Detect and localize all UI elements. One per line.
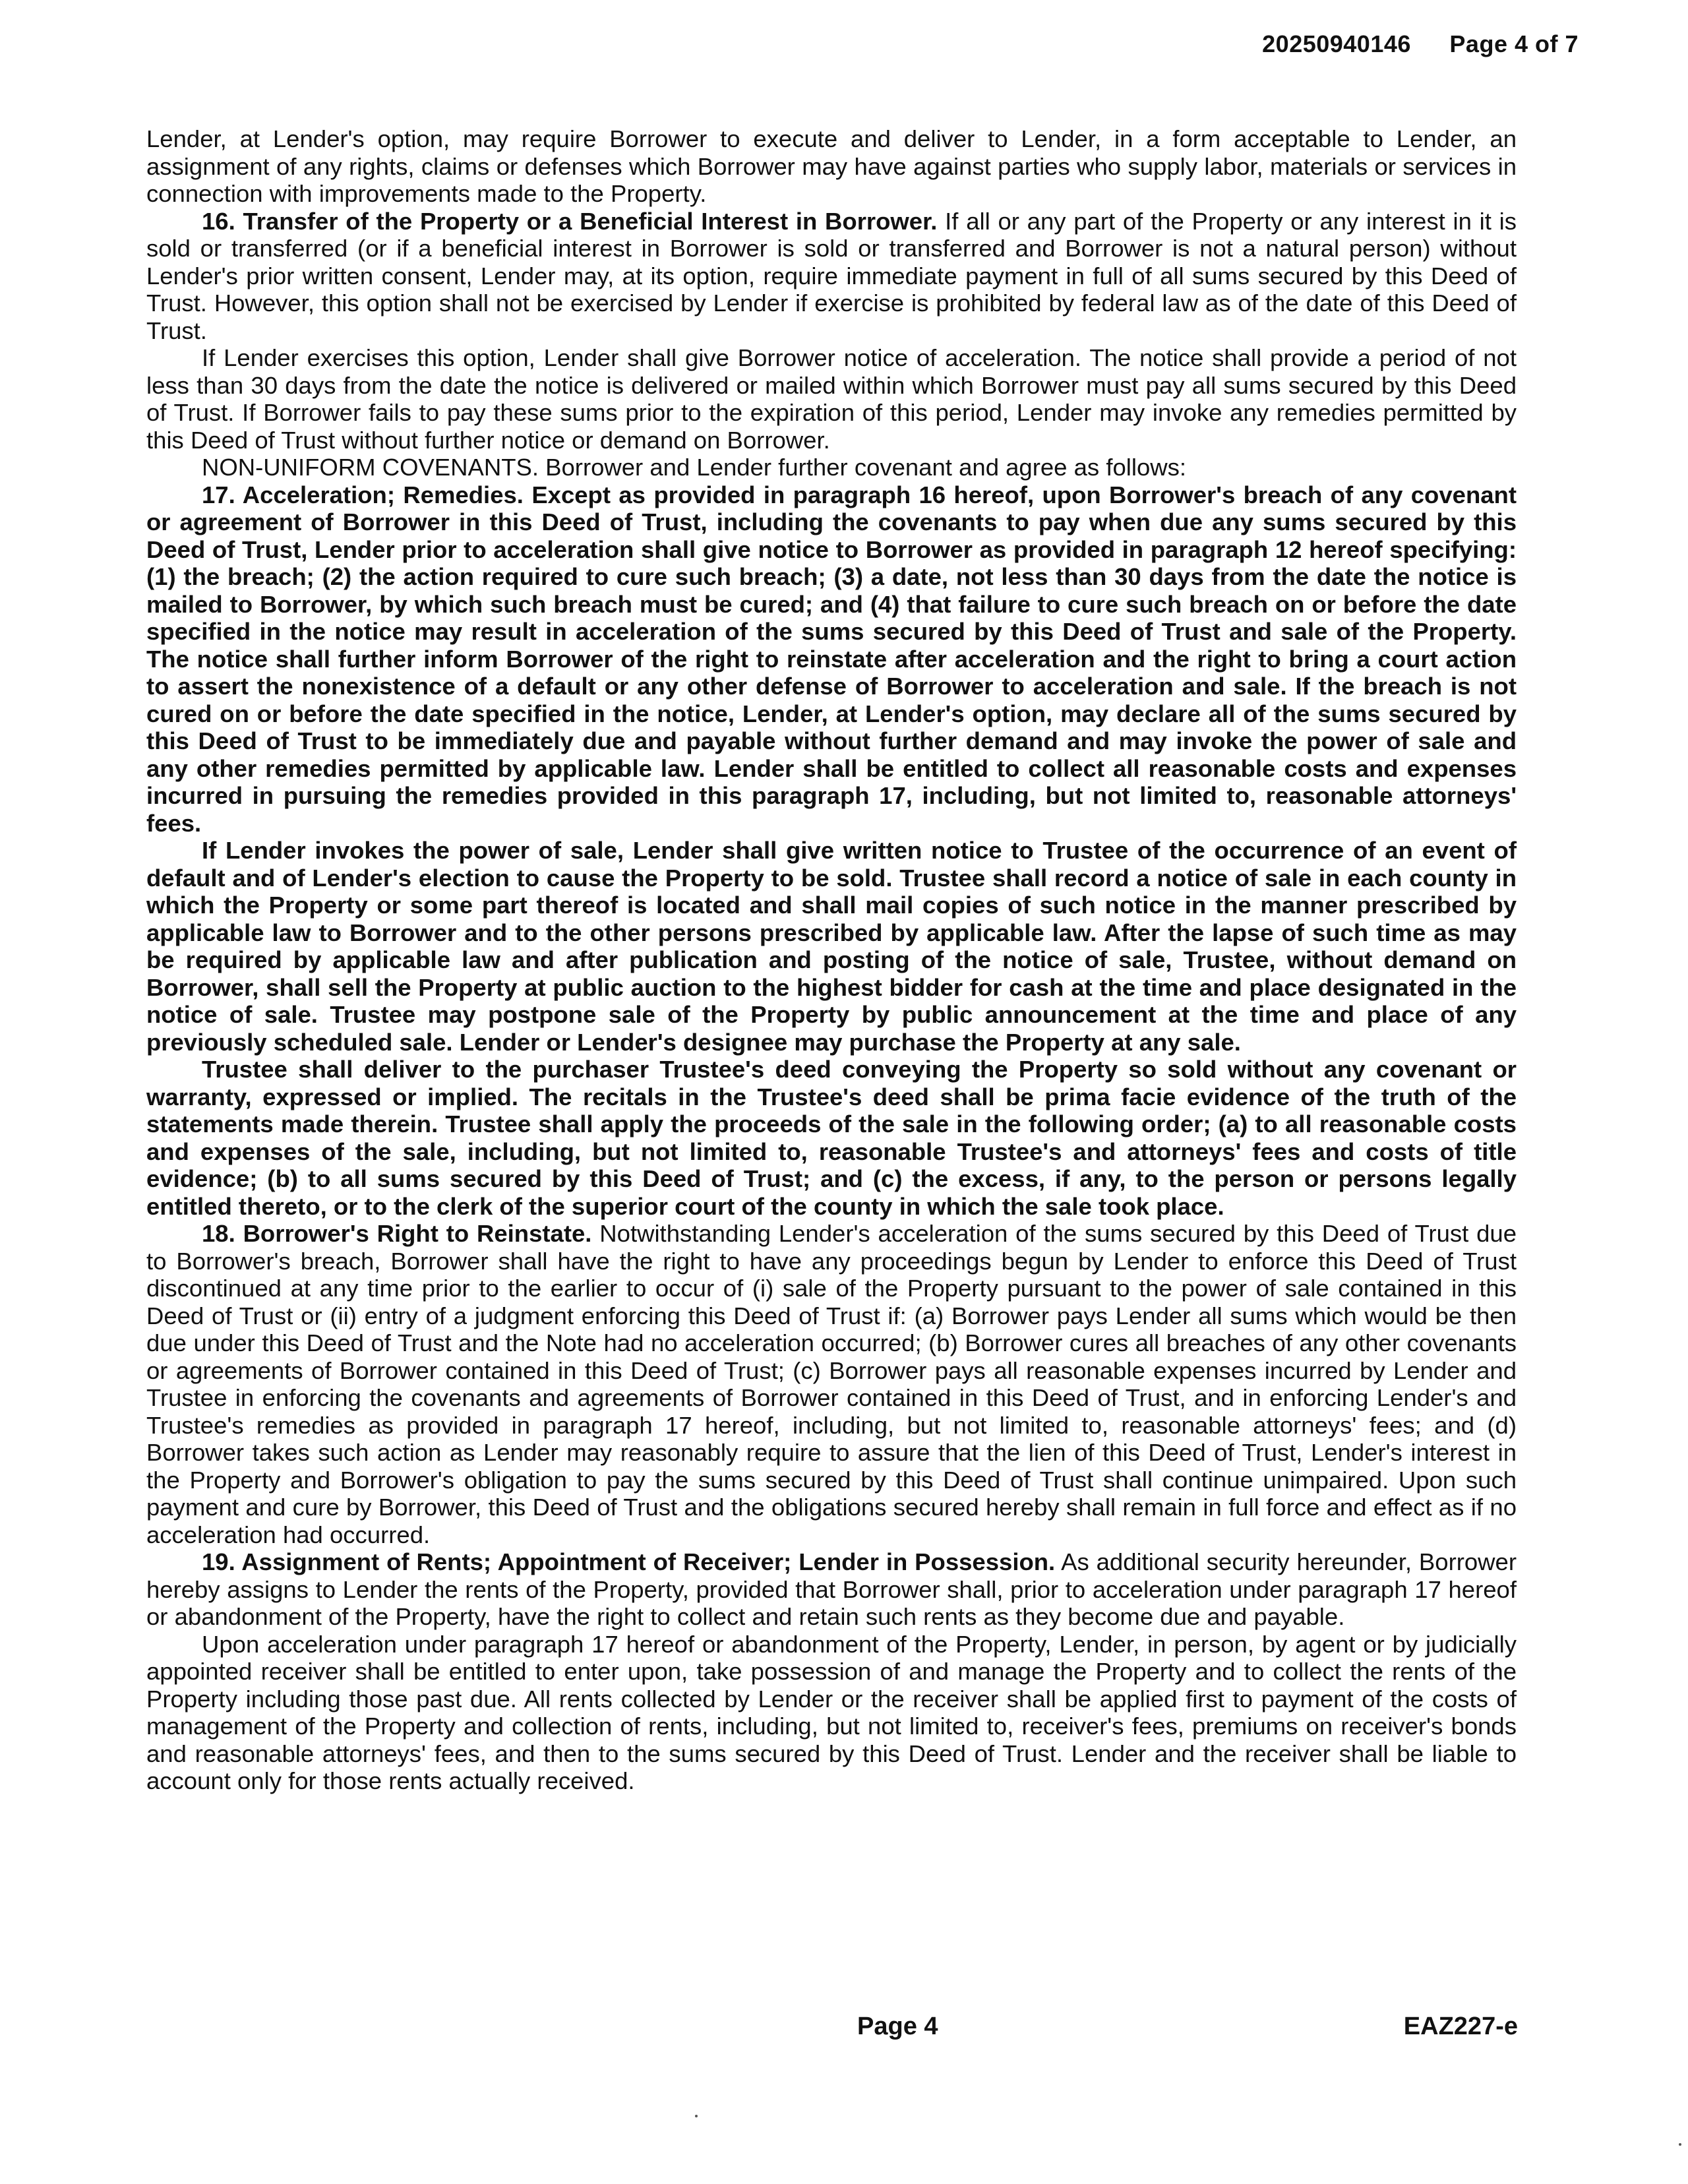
section-16-heading: 16. Transfer of the Property or a Beneficial Interest in Borrower. <box>202 207 938 235</box>
section-17 <box>146 481 1517 837</box>
section-17-text: Except as provided in paragraph 16 hereof, upon Borrower's breach of any covenant or agreement of Borrower in this Deed of Trust, including the covenants to pay when due any sums secured by this Deed of Trust, Lender prior to acceleration shall give notice to Borrower as provided in paragraph 12 hereof specifying: (1) the breach; (2) the action required to cure such breach; (3) a date, not less than 30 days from the date the notice is mailed to Borrower, by which such breach must be cured; and (4) that failure to cure such breach on or before the date specified in the notice may result in acceleration of the sums secured by this Deed of Trust and sale of the Property. The notice shall further inform Borrower of the right to reinstate after acceleration and the right to bring a court action to assert the nonexistence of a default or any other defense of Borrower to acceleration and sale. If the breach is not cured on or before the date specified in the notice, Lender, at Lender's option, may declare all of the sums secured by this Deed of Trust to be immediately due and payable without further demand and may invoke the power of sale and any other remedies permitted by applicable law. Lender shall be entitled to collect all reasonable costs and expenses incurred in pursuing the remedies provided in this paragraph 17, including, but not limited to, reasonable attorneys' fees. <box>146 481 1517 837</box>
section-18 <box>146 1220 1517 1548</box>
paragraph-trustee-deed: Trustee shall deliver to the purchaser Trustee's deed conveying the Property so sold without any covenant or warranty, expressed or implied. The recitals in the Trustee's deed shall be prima facie evidence of the truth of the statements made therein. Trustee shall apply the proceeds of the sale in the following order; (a) to all reasonable costs and expenses of the sale, including, but not limited to, reasonable Trustee's and attorneys' fees and costs of title evidence; (b) to all sums secured by this Deed of Trust; and (c) the excess, if any, to the person or persons legally entitled thereto, or to the clerk of the superior court of the county in which the sale took place. <box>146 1056 1517 1220</box>
paragraph-lender-option: Lender, at Lender's option, may require Borrower to execute and deliver to Lender, in a form acceptable to Lender, an assignment of any rights, claims or defenses which Borrower may have against parties who supply labor, materials or services in connection with improvements made to the Property. <box>146 125 1517 207</box>
document-number: 20250940146 <box>1262 30 1411 57</box>
page-header <box>1262 30 1579 58</box>
section-19-text: As additional security hereunder, Borrower hereby assigns to Lender the rents of the Property, provided that Borrower shall, prior to acceleration under paragraph 17 hereof or abandonment of the Property, have the right to collect and retain such rents as they become due and payable. <box>146 1548 1517 1630</box>
section-18-heading: 18. Borrower's Right to Reinstate. <box>202 1220 592 1247</box>
paragraph-acceleration-notice: If Lender exercises this option, Lender shall give Borrower notice of acceleration. The notice shall provide a period of not less than 30 days from the date the notice is delivered or mailed within which Borrower must pay all sums secured by this Deed of Trust. If Borrower fails to pay these sums prior to the expiration of this period, Lender may invoke any remedies permitted by this Deed of Trust without further notice or demand on Borrower. <box>146 344 1517 454</box>
footer-page-number: Page 4 <box>857 2013 938 2040</box>
paragraph-upon-acceleration: Upon acceleration under paragraph 17 hereof or abandonment of the Property, Lender, in person, by agent or by judicially appointed receiver shall be entitled to enter upon, take possession of and manage the Property and to collect the rents of the Property including those past due. All rents collected by Lender or the receiver shall be applied first to payment of the costs of management of the Property and collection of rents, including, but not limited to, receiver's fees, premiums on receiver's bonds and reasonable attorneys' fees, and then to the sums secured by this Deed of Trust. Lender and the receiver shall be liable to account only for those rents actually received. <box>146 1630 1517 1794</box>
scan-speck <box>695 2115 698 2117</box>
section-19 <box>146 1548 1517 1631</box>
paragraph-non-uniform-covenants: NON-UNIFORM COVENANTS. Borrower and Lender further covenant and agree as follows: <box>202 454 1187 481</box>
section-19-heading: 19. Assignment of Rents; Appointment of Receiver; Lender in Possession. <box>202 1548 1056 1575</box>
section-17-heading: 17. Acceleration; Remedies. <box>202 481 524 508</box>
footer-form-code: EAZ227-e <box>1403 2013 1518 2040</box>
scan-speck <box>1679 2143 1681 2146</box>
section-16 <box>146 208 1517 345</box>
document-body <box>146 125 1517 1795</box>
section-18-text: Notwithstanding Lender's acceleration of the sums secured by this Deed of Trust due to Borrower's breach, Borrower shall have the right to have any proceedings begun by Lender to enforce this Deed of Trust discontinued at any time prior to the earlier to occur of (i) sale of the Property pursuant to the power of sale contained in this Deed of Trust or (ii) entry of a judgment enforcing this Deed of Trust if: (a) Borrower pays Lender all sums which would be then due under this Deed of Trust and the Note had no acceleration occurred; (b) Borrower cures all breaches of any other covenants or agreements of Borrower contained in this Deed of Trust; (c) Borrower pays all reasonable expenses incurred by Lender and Trustee in enforcing the covenants and agreements of Borrower contained in this Deed of Trust, and in enforcing Lender's and Trustee's remedies as provided in paragraph 17 hereof, including, but not limited to, reasonable attorneys' fees; and (d) Borrower takes such action as Lender may reasonably require to assure that the lien of this Deed of Trust, Lender's interest in the Property and Borrower's obligation to pay the sums secured by this Deed of Trust shall continue unimpaired. Upon such payment and cure by Borrower, this Deed of Trust and the obligations secured hereby shall remain in full force and effect as if no acceleration had occurred. <box>146 1220 1517 1548</box>
section-16-text: If all or any part of the Property or any interest in it is sold or transferred (or if a beneficial interest in Borrower is sold or transferred and Borrower is not a natural person) without Lender's prior written consent, Lender may, at its option, require immediate payment in full of all sums secured by this Deed of Trust. However, this option shall not be exercised by Lender if exercise is prohibited by federal law as of the date of this Deed of Trust. <box>146 207 1517 344</box>
paragraph-power-of-sale: If Lender invokes the power of sale, Lender shall give written notice to Trustee of the occurrence of an event of default and of Lender's election to cause the Property to be sold. Trustee shall record a notice of sale in each county in which the Property or some part thereof is located and shall mail copies of such notice in the manner prescribed by applicable law to Borrower and to the other persons prescribed by applicable law. After the lapse of such time as may be required by applicable law and after publication and posting of the notice of sale, Trustee, without demand on Borrower, shall sell the Property at public auction to the highest bidder for cash at the time and place designated in the notice of sale. Trustee may postpone sale of the Property by public announcement at the time and place of any previously scheduled sale. Lender or Lender's designee may purchase the Property at any sale. <box>146 837 1517 1056</box>
page-of-label: Page 4 of 7 <box>1449 30 1579 57</box>
